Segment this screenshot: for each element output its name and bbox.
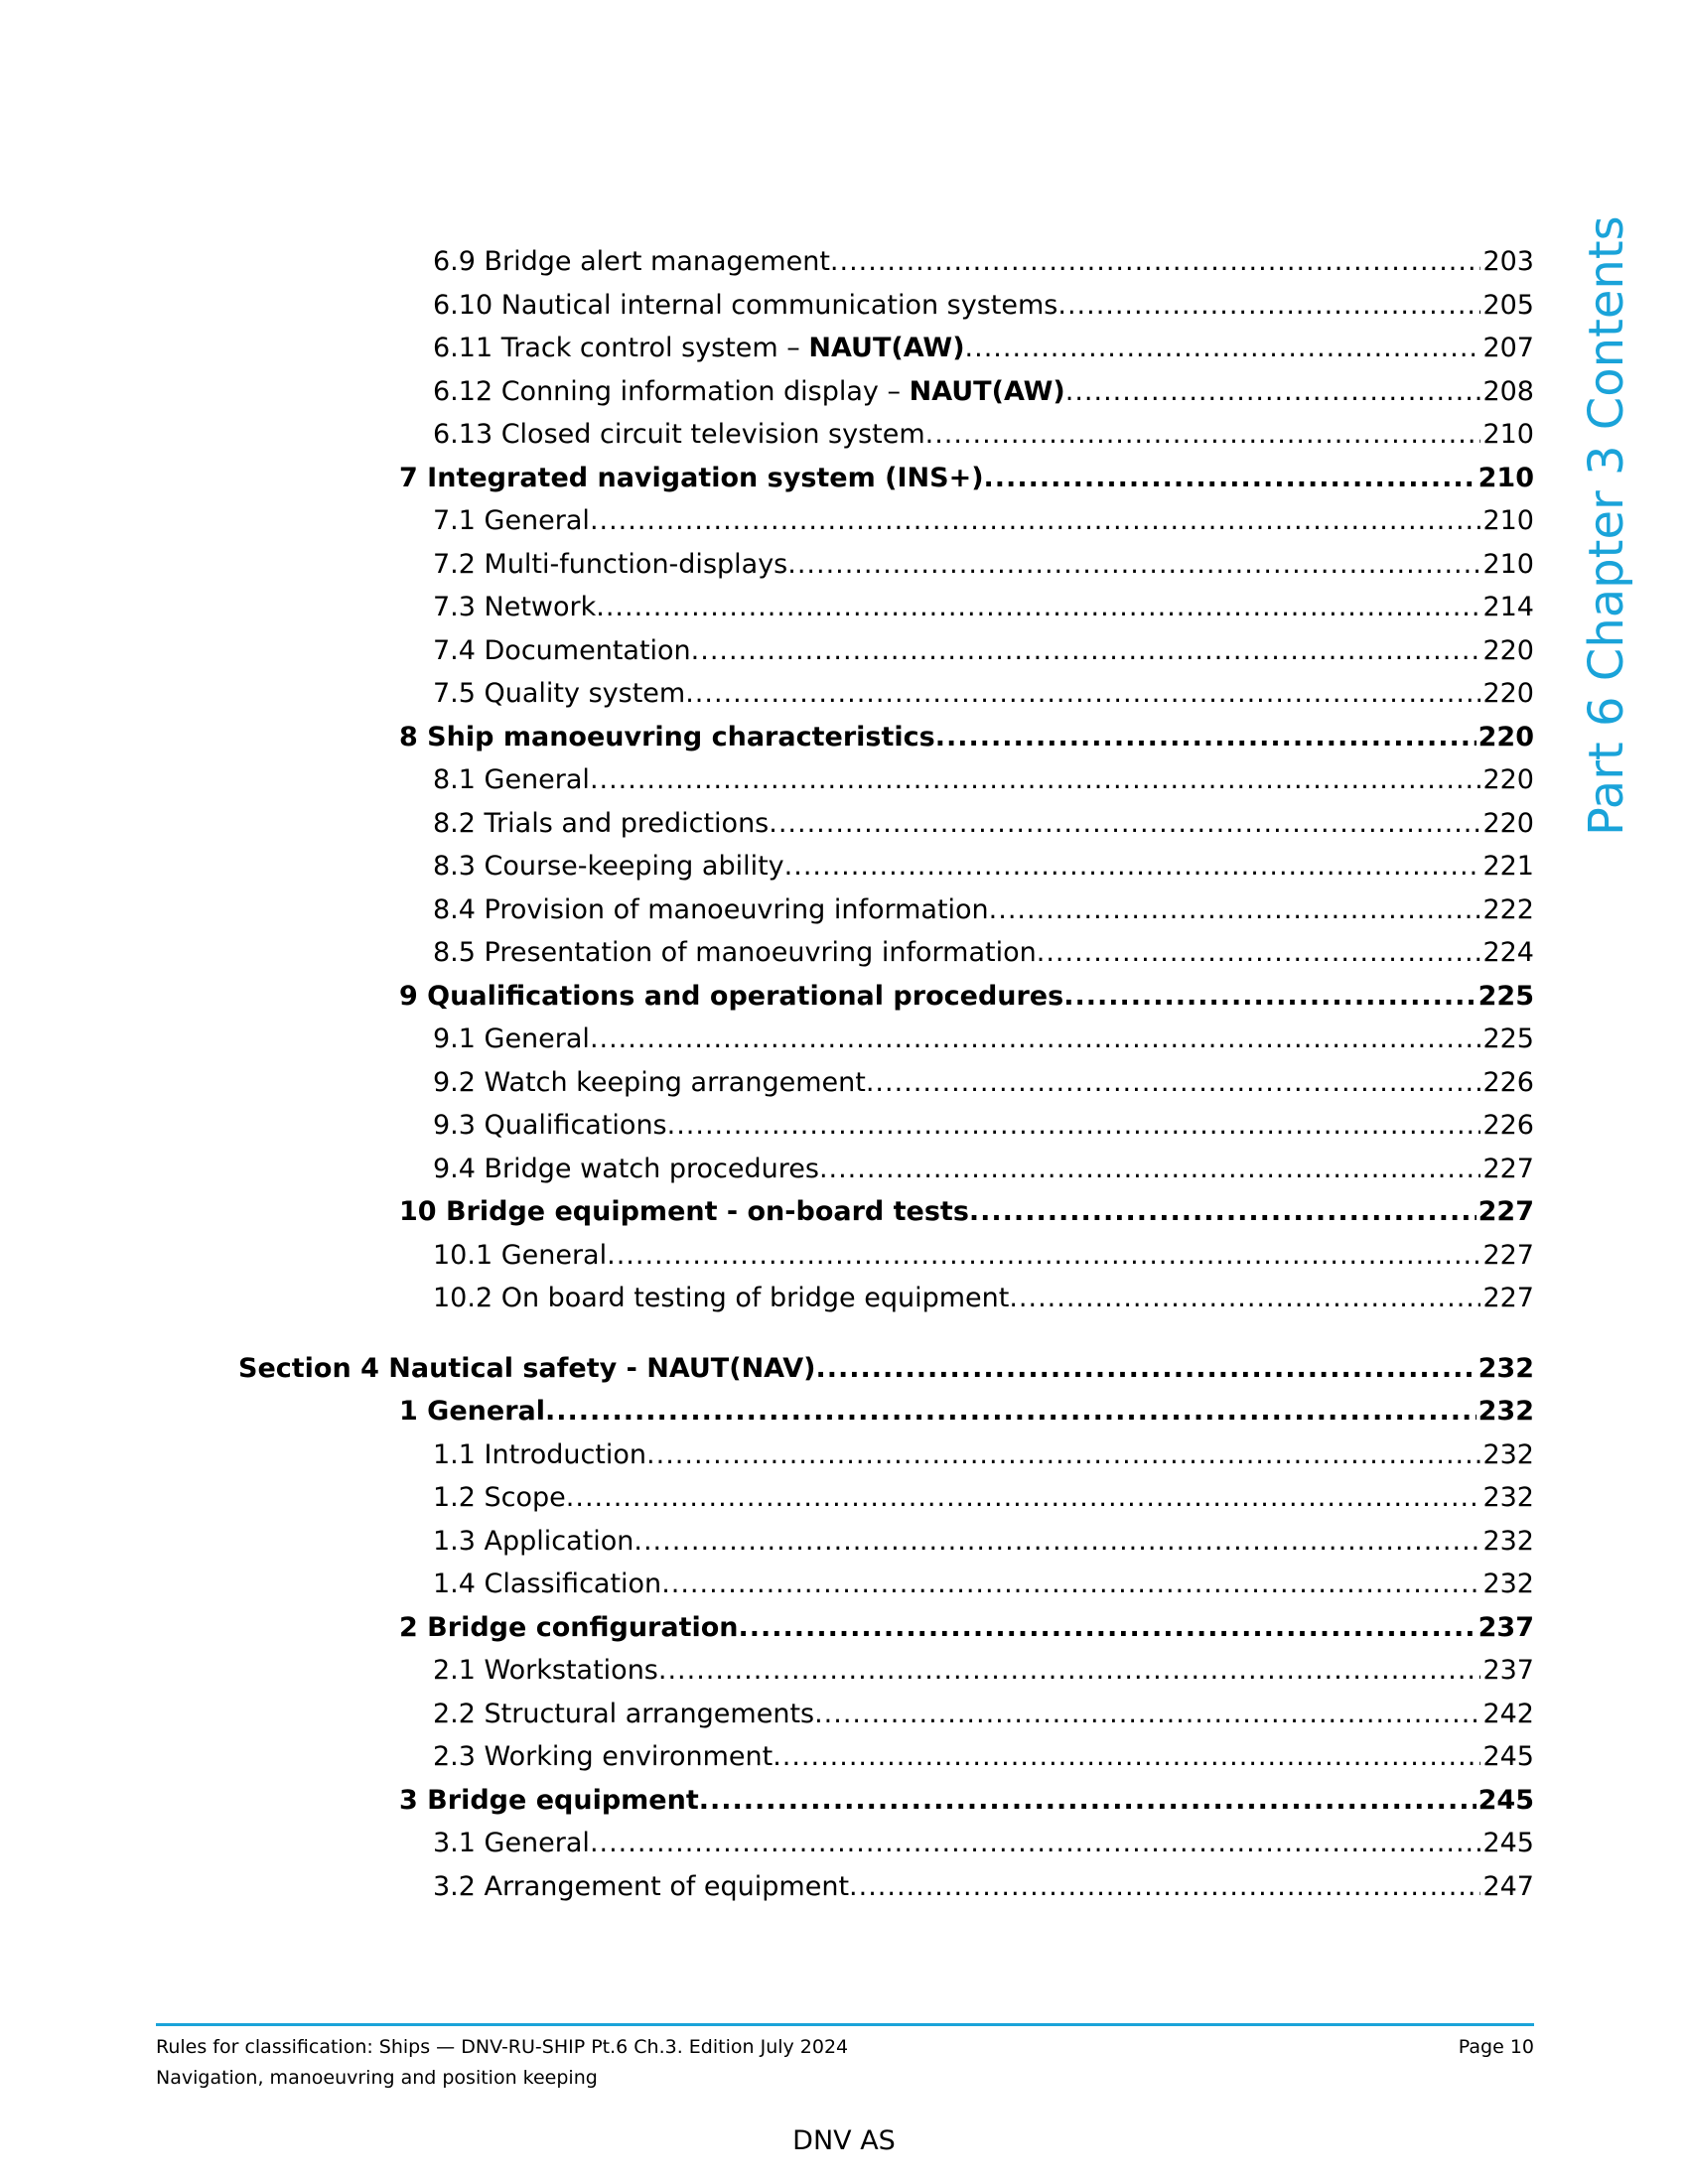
toc-entry-page-number: 220 [1482, 764, 1534, 795]
toc-entry-page-number: 214 [1482, 592, 1534, 622]
toc-subsection-entry[interactable] [433, 1820, 1534, 1859]
toc-dot-leader [773, 1741, 1480, 1773]
toc-entry-page-number: 224 [1482, 937, 1534, 968]
toc-dot-leader [699, 1785, 1477, 1817]
toc-entry-title: 6.13 Closed circuit television system [433, 419, 925, 450]
footer-document-title: Rules for classification: Ships — DNV-RU-SHIP Pt.6 Ch.3. Edition July 2024 [156, 2036, 849, 2058]
toc-entry-title: 3.1 General [433, 1828, 590, 1858]
toc-entry-title: 6.10 Nautical internal communication systems [433, 290, 1058, 321]
toc-entry-page-number: 220 [1482, 678, 1534, 709]
toc-entry-title: 8.4 Provision of manoeuvring information [433, 894, 989, 925]
toc-subsection-entry[interactable] [433, 800, 1534, 840]
toc-entry-title: 1.4 Classification [433, 1569, 662, 1599]
toc-entry-page-number: 227 [1482, 1240, 1534, 1271]
toc-subsection-entry[interactable] [433, 887, 1534, 926]
toc-entry-title: 1.3 Application [433, 1526, 634, 1557]
toc-entry-title: 6.11 Track control system – NAUT(AW) [433, 333, 965, 363]
toc-entry-title: 9.4 Bridge watch procedures [433, 1154, 819, 1184]
toc-entry-class-notation: NAUT(AW) [909, 376, 1065, 407]
toc-entry-page-number: 221 [1482, 851, 1534, 882]
toc-entry-page-number: 220 [1482, 635, 1534, 666]
toc-subsection-entry[interactable] [433, 368, 1534, 408]
toc-entry-title: 9.3 Qualifications [433, 1110, 667, 1141]
toc-dot-leader [969, 1196, 1477, 1228]
side-title-text: Part 6 Chapter 3 Contents [1579, 215, 1634, 836]
toc-dot-leader [1057, 290, 1480, 322]
toc-dot-leader [658, 1655, 1481, 1687]
toc-entry-title: 7.1 General [433, 505, 590, 536]
toc-subsection-entry[interactable] [433, 282, 1534, 322]
toc-chapter-entry[interactable] [399, 455, 1534, 494]
toc-subsection-entry[interactable] [433, 1146, 1534, 1185]
toc-entry-page-number: 220 [1477, 722, 1534, 752]
toc-entry-title: 9.1 General [433, 1024, 590, 1054]
toc-entry-page-number: 227 [1477, 1196, 1534, 1227]
toc-dot-leader [590, 505, 1481, 537]
toc-entry-title: 9 Qualifications and operational procedures [399, 981, 1064, 1012]
toc-entry-title: 9.2 Watch keeping arrangement [433, 1067, 866, 1098]
toc-entry-class-notation: NAUT(AW) [808, 333, 965, 363]
toc-dot-leader [989, 894, 1481, 926]
toc-subsection-entry[interactable] [433, 1518, 1534, 1558]
toc-entry-title: 1.1 Introduction [433, 1439, 647, 1470]
toc-entry-title: 7.2 Multi-function-displays [433, 549, 788, 580]
toc-subsection-entry[interactable] [433, 1733, 1534, 1773]
toc-subsection-entry[interactable] [433, 670, 1534, 710]
toc-dot-leader [830, 246, 1481, 278]
toc-entry-title: 2.2 Structural arrangements [433, 1699, 815, 1729]
toc-entry-page-number: 222 [1482, 894, 1534, 925]
toc-subsection-entry[interactable] [433, 843, 1534, 883]
toc-entry-page-number: 226 [1482, 1067, 1534, 1098]
toc-dot-leader [849, 1871, 1480, 1903]
toc-entry-title: 8.3 Course-keeping ability [433, 851, 784, 882]
toc-entry-title: 3 Bridge equipment [399, 1785, 699, 1816]
toc-dot-leader [685, 678, 1480, 710]
toc-dot-leader [819, 1154, 1481, 1185]
toc-chapter-entry[interactable] [399, 973, 1534, 1013]
toc-chapter-entry[interactable] [399, 1604, 1534, 1644]
toc-entry-page-number: 232 [1482, 1569, 1534, 1599]
footer-company: DNV AS [792, 2125, 896, 2156]
toc-entry-page-number: 245 [1482, 1741, 1534, 1772]
toc-dot-leader [815, 1353, 1476, 1385]
toc-dot-leader [596, 592, 1480, 623]
toc-entry-title: 8.2 Trials and predictions [433, 808, 770, 839]
toc-subsection-entry[interactable] [433, 1102, 1534, 1142]
toc-dot-leader [814, 1699, 1480, 1730]
toc-entry-title: 7.3 Network [433, 592, 597, 622]
footer-divider [156, 2023, 1534, 2026]
toc-entry-page-number: 237 [1477, 1612, 1534, 1643]
toc-entry-title: 8 Ship manoeuvring characteristics [399, 722, 935, 752]
toc-dot-leader [787, 549, 1480, 581]
toc-entry-title: 7.5 Quality system [433, 678, 686, 709]
toc-dot-leader [667, 1110, 1481, 1142]
toc-dot-leader [1065, 376, 1481, 408]
toc-entry-page-number: 208 [1482, 376, 1534, 407]
toc-subsection-entry[interactable] [433, 1863, 1534, 1903]
toc-subsection-entry[interactable] [433, 238, 1534, 278]
toc-chapter-entry[interactable] [399, 1777, 1534, 1817]
toc-entry-page-number: 232 [1482, 1439, 1534, 1470]
toc-dot-leader [661, 1569, 1480, 1600]
toc-dot-leader [590, 764, 1481, 796]
toc-entry-page-number: 207 [1482, 333, 1534, 363]
toc-entry-page-number: 245 [1477, 1785, 1534, 1816]
toc-dot-leader [739, 1612, 1477, 1644]
toc-entry-title: Section 4 Nautical safety - NAUT(NAV) [238, 1353, 816, 1384]
toc-dot-leader [984, 463, 1477, 494]
toc-dot-leader [691, 635, 1481, 667]
toc-entry-title: 10.1 General [433, 1240, 608, 1271]
toc-entry-page-number: 232 [1482, 1526, 1534, 1557]
toc-entry-title: 3.2 Arrangement of equipment [433, 1871, 850, 1902]
toc-entry-title: 10.2 On board testing of bridge equipment [433, 1283, 1010, 1313]
toc-entry-page-number: 237 [1482, 1655, 1534, 1686]
toc-entry-title: 8.1 General [433, 764, 590, 795]
toc-dot-leader [935, 722, 1477, 753]
toc-dot-leader [566, 1482, 1481, 1514]
toc-dot-leader [545, 1396, 1477, 1428]
toc-subsection-entry[interactable] [433, 1059, 1534, 1099]
footer-chapter-title: Navigation, manoeuvring and position keeping [156, 2067, 598, 2089]
toc-entry-title: 7 Integrated navigation system (INS+) [399, 463, 984, 493]
toc-dot-leader [925, 419, 1481, 451]
toc-subsection-entry[interactable] [433, 1275, 1534, 1314]
toc-subsection-entry[interactable] [433, 756, 1534, 796]
toc-entry-page-number: 210 [1482, 549, 1534, 580]
toc-entry-title: 10 Bridge equipment - on-board tests [399, 1196, 969, 1227]
toc-entry-page-number: 227 [1482, 1154, 1534, 1184]
toc-entry-title: 8.5 Presentation of manoeuvring information [433, 937, 1037, 968]
toc-entry-title: 1 General [399, 1396, 545, 1427]
toc-entry-page-number: 203 [1482, 246, 1534, 277]
toc-entry-page-number: 210 [1482, 419, 1534, 450]
toc-entry-page-number: 247 [1482, 1871, 1534, 1902]
toc-entry-page-number: 232 [1477, 1353, 1534, 1384]
toc-entry-page-number: 232 [1477, 1396, 1534, 1427]
toc-dot-leader [646, 1439, 1480, 1471]
toc-subsection-entry[interactable] [433, 325, 1534, 364]
toc-entry-title: 6.9 Bridge alert management [433, 246, 830, 277]
toc-dot-leader [866, 1067, 1481, 1099]
toc-subsection-entry[interactable] [433, 584, 1534, 623]
toc-dot-leader [965, 333, 1481, 364]
toc-entry-page-number: 205 [1482, 290, 1534, 321]
toc-entry-page-number: 225 [1482, 1024, 1534, 1054]
toc-subsection-entry[interactable] [433, 1561, 1534, 1600]
toc-entry-title: 2.1 Workstations [433, 1655, 658, 1686]
toc-dot-leader [590, 1828, 1481, 1859]
toc-dot-leader [607, 1240, 1480, 1272]
toc-dot-leader [1063, 981, 1476, 1013]
toc-subsection-entry[interactable] [433, 497, 1534, 537]
toc-entry-page-number: 245 [1482, 1828, 1534, 1858]
toc-entry-page-number: 242 [1482, 1699, 1534, 1729]
toc-entry-title: 2.3 Working environment [433, 1741, 774, 1772]
toc-entry-title: 6.12 Conning information display – NAUT(AW) [433, 376, 1065, 407]
toc-section-entry[interactable] [238, 1345, 1534, 1385]
toc-dot-leader [633, 1526, 1480, 1558]
toc-dot-leader [1009, 1283, 1480, 1314]
toc-chapter-entry[interactable] [399, 714, 1534, 753]
toc-entry-page-number: 227 [1482, 1283, 1534, 1313]
toc-subsection-entry[interactable] [433, 1474, 1534, 1514]
toc-subsection-entry[interactable] [433, 1432, 1534, 1471]
toc-subsection-entry[interactable] [433, 1232, 1534, 1272]
toc-chapter-entry[interactable] [399, 1188, 1534, 1228]
toc-chapter-entry[interactable] [399, 1388, 1534, 1428]
toc-entry-title: 2 Bridge configuration [399, 1612, 739, 1643]
toc-entry-page-number: 232 [1482, 1482, 1534, 1513]
toc-dot-leader [1037, 937, 1481, 969]
toc-subsection-entry[interactable] [433, 411, 1534, 451]
toc-dot-leader [769, 808, 1480, 840]
footer-page-number: Page 10 [1458, 2036, 1534, 2058]
toc-entry-page-number: 225 [1477, 981, 1534, 1012]
toc-subsection-entry[interactable] [433, 627, 1534, 667]
toc-subsection-entry[interactable] [433, 1647, 1534, 1687]
toc-entry-title: 1.2 Scope [433, 1482, 566, 1513]
side-title [1579, 215, 1638, 836]
toc-dot-leader [784, 851, 1481, 883]
toc-entry-page-number: 210 [1477, 463, 1534, 493]
toc-entry-page-number: 210 [1482, 505, 1534, 536]
toc-subsection-entry[interactable] [433, 1016, 1534, 1055]
toc-subsection-entry[interactable] [433, 541, 1534, 581]
toc-subsection-entry[interactable] [433, 1691, 1534, 1730]
toc-entry-page-number: 226 [1482, 1110, 1534, 1141]
toc-subsection-entry[interactable] [433, 929, 1534, 969]
toc-dot-leader [590, 1024, 1481, 1055]
toc-entry-title: 7.4 Documentation [433, 635, 691, 666]
toc-entry-page-number: 220 [1482, 808, 1534, 839]
